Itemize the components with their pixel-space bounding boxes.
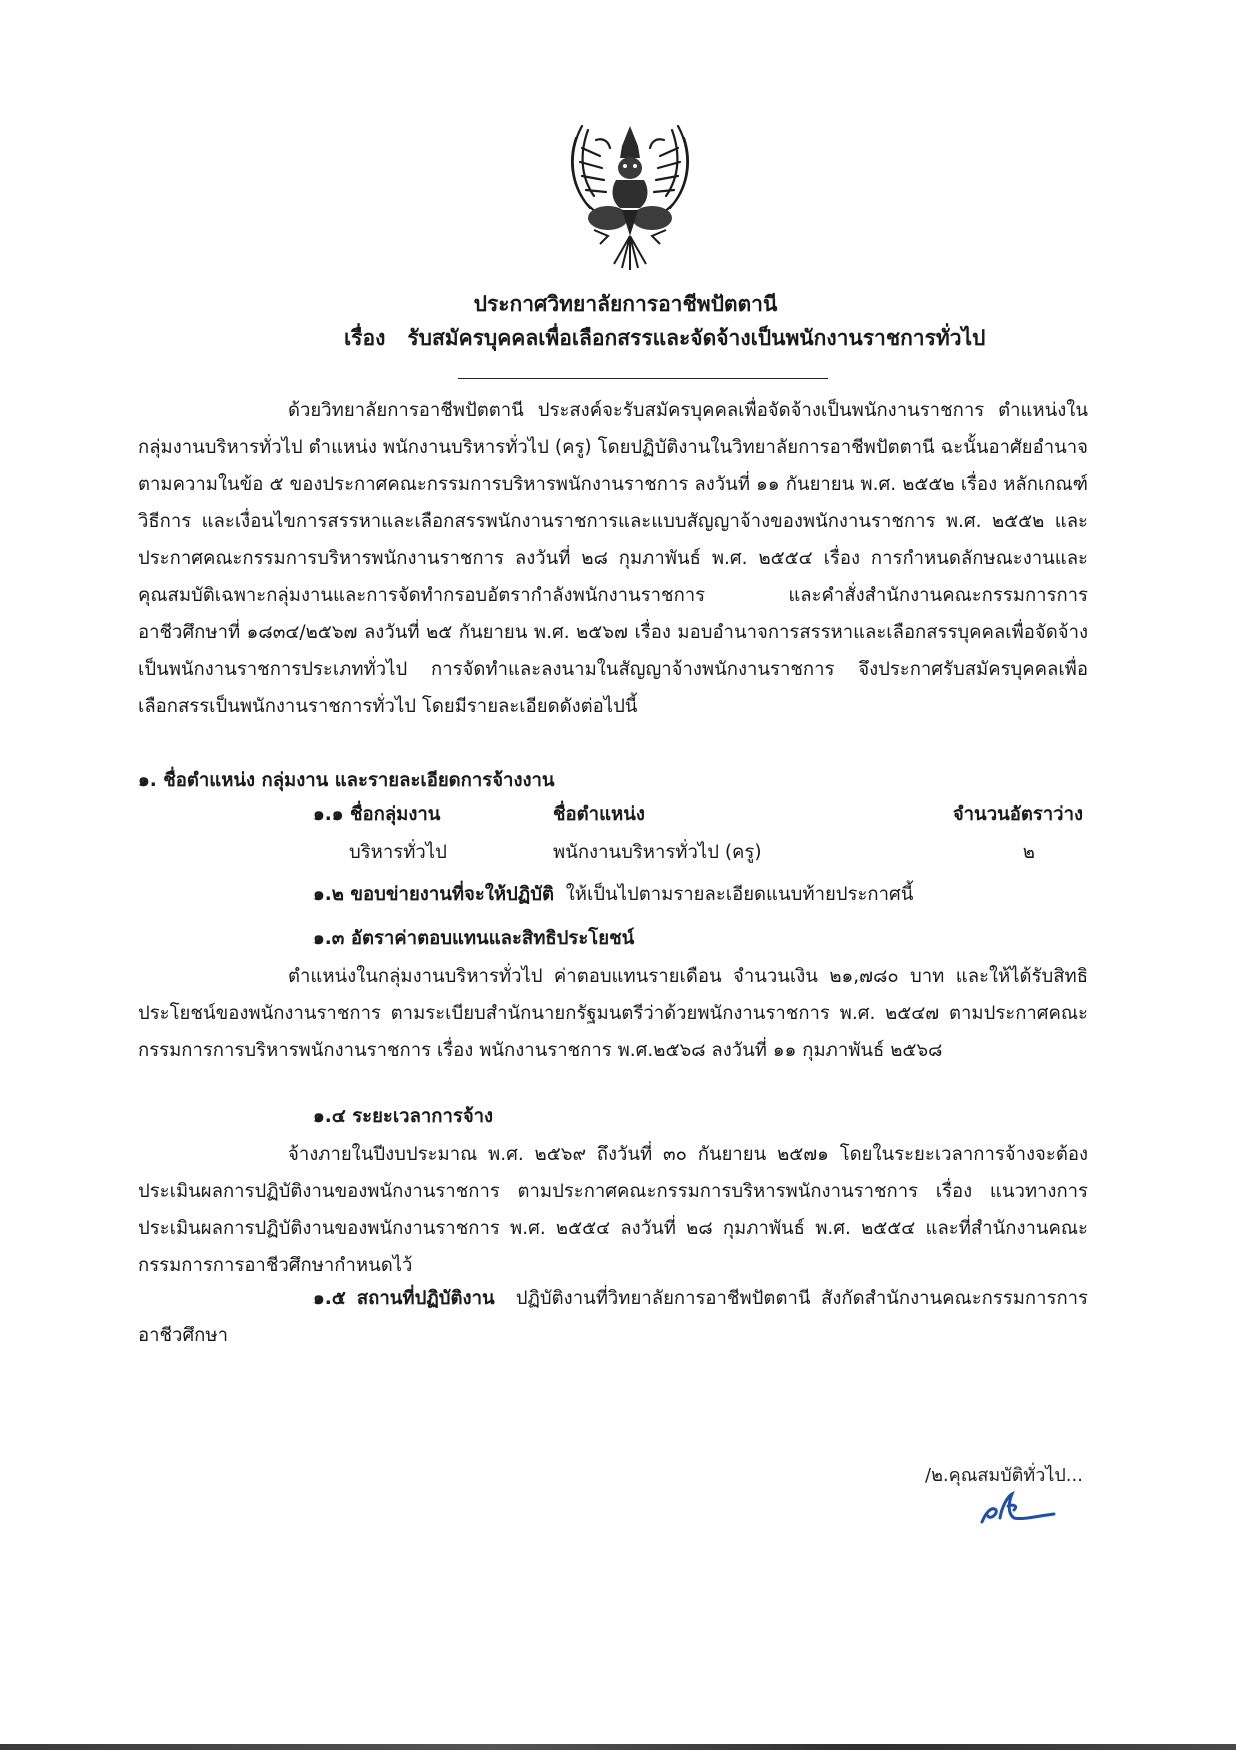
section-1-4-heading: ๑.๔ ระยะเวลาการจ้าง (313, 1106, 494, 1127)
table-header-position: ชื่อตำแหน่ง (553, 804, 645, 825)
section-1-5-heading: ๑.๕ สถานที่ปฏิบัติงาน (313, 1288, 495, 1309)
section-1-3-body (138, 958, 1088, 1069)
table-header-vacancies: จำนวนอัตราว่าง (952, 804, 1083, 825)
section-1-5-text: ปฏิบัติงานที่วิทยาลัยการอาชีพปัตตานี สังกัดสำนักงานคณะกรรมการการอาชีวศึกษา (138, 1288, 1088, 1346)
signature-initials-icon (978, 1488, 1058, 1528)
announcement-title: ประกาศวิทยาลัยการอาชีพปัตตานี (473, 292, 778, 316)
intro-section (138, 392, 1088, 725)
intro-paragraph: ด้วยวิทยาลัยการอาชีพปัตตานี ประสงค์จะรับสมัครบุคคลเพื่อจัดจ้างเป็นพนักงานราชการ ตำแหน่งในกลุ่มงานบริหารทั่วไป ตำแหน่ง พนักงานบริหารทั่วไป (ครู) โดยปฏิบัติงานในวิทยาลัยการอาชีพปัตตานี ฉะนั้นอาศัยอำนาจตามความในข้อ ๕ ของประกาศคณะกรรมการบริหารพนักงานราชการ ลงวันที่ ๑๑ กันยายน พ.ศ. ๒๕๕๒ เรื่อง หลักเกณฑ์ วิธีการ และเงื่อนไขการสรรหาและเลือกสรรพนักงานราชการและแบบสัญญาจ้างของพนักงานราชการ พ.ศ. ๒๕๕๒ และประกาศคณะกรรมการบริหารพนักงานราชการ ลงวันที่ ๒๘ กุมภาพันธ์ พ.ศ. ๒๕๕๔ เรื่อง การกำหนดลักษณะงานและคุณสมบัติเฉพาะกลุ่มงานและการจัดทำกรอบอัตรากำลังพนักงานราชการ และคำสั่งสำนักงานคณะกรรมการการอาชีวศึกษาที่ ๑๘๓๔/๒๕๖๗ ลงวันที่ ๒๕ กันยายน พ.ศ. ๒๕๖๗ เรื่อง มอบอำนาจการสรรหาและเลือกสรรบุคคลเพื่อจัดจ้างเป็นพนักงานราชการประเภททั่วไป การจัดทำและลงนามในสัญญาจ้างพนักงานราชการ จึงประกาศรับสมัครบุคคลเพื่อเลือกสรรเป็นพนักงานราชการทั่วไป โดยมีรายละเอียดดังต่อไปนี้ (138, 400, 1088, 717)
title-divider (458, 378, 828, 379)
table-header-group (313, 800, 440, 829)
announcement-subject (344, 322, 985, 355)
continuation-marker: /๒.คุณสมบัติทั่วไป... (925, 1465, 1083, 1486)
section-1-5-paragraph (138, 1280, 1088, 1354)
section-1-4-text: จ้างภายในปีงบประมาณ พ.ศ. ๒๕๖๙ ถึงวันที่ ๓๐ กันยายน ๒๕๗๑ โดยในระยะเวลาการจ้างจะต้องประเมินผลการปฏิบัติงานของพนักงานราชการ ตามประกาศคณะกรรมการบริหารพนักงานราชการ เรื่อง แนวทางการประเมินผลการปฏิบัติงานของพนักงานราชการ พ.ศ. ๒๕๕๔ ลงวันที่ ๒๘ กุมภาพันธ์ พ.ศ. ๒๕๕๔ และที่สำนักงานคณะกรรมการการอาชีวศึกษากำหนดไว้ (138, 1144, 1088, 1276)
cell-group: บริหารทั่วไป (349, 842, 447, 863)
section-1-2-heading: ๑.๒ ขอบข่ายงานที่จะให้ปฏิบัติ (313, 884, 554, 905)
garuda-emblem-icon (560, 118, 700, 273)
section-1-2-text: ให้เป็นไปตามรายละเอียดแนบท้ายประกาศนี้ (565, 884, 914, 905)
subsection-number: ๑.๑ (313, 804, 344, 825)
section-1-4-body (138, 1136, 1088, 1284)
section-1-3-text: ตำแหน่งในกลุ่มงานบริหารทั่วไป ค่าตอบแทนรายเดือน จำนวนเงิน ๒๑,๗๘๐ บาท และให้ได้รับสิทธิประโยชน์ของพนักงานราชการ ตามระเบียบสำนักนายกรัฐมนตรีว่าด้วยพนักงานราชการ พ.ศ. ๒๕๔๗ ตามประกาศคณะกรรมการการบริหารพนักงานราชการ เรื่อง พนักงานราชการ พ.ศ.๒๕๖๘ ลงวันที่ ๑๑ กุมภาพันธ์ ๒๕๖๘ (138, 966, 1088, 1061)
section-1-heading: ๑. ชื่อตำแหน่ง กลุ่มงาน และรายละเอียดการจ้างงาน (138, 770, 555, 791)
header-group-label: ชื่อกลุ่มงาน (349, 804, 441, 825)
scan-bottom-edge (0, 1744, 1236, 1750)
subject-text: รับสมัครบุคคลเพื่อเลือกสรรและจัดจ้างเป็นพนักงานราชการทั่วไป (407, 326, 986, 350)
section-1-3-heading: ๑.๓ อัตราค่าตอบแทนและสิทธิประโยชน์ (313, 928, 635, 949)
announcement-header (0, 288, 1236, 350)
cell-position: พนักงานบริหารทั่วไป (ครู) (553, 842, 762, 863)
position-table (313, 800, 1083, 876)
section-1-2 (313, 880, 913, 909)
table-row (313, 838, 1083, 876)
cell-vacancies: ๒ (1022, 842, 1035, 863)
subject-label: เรื่อง (344, 326, 386, 350)
section-1-5 (138, 1280, 1088, 1354)
table-header-row (313, 800, 1083, 838)
